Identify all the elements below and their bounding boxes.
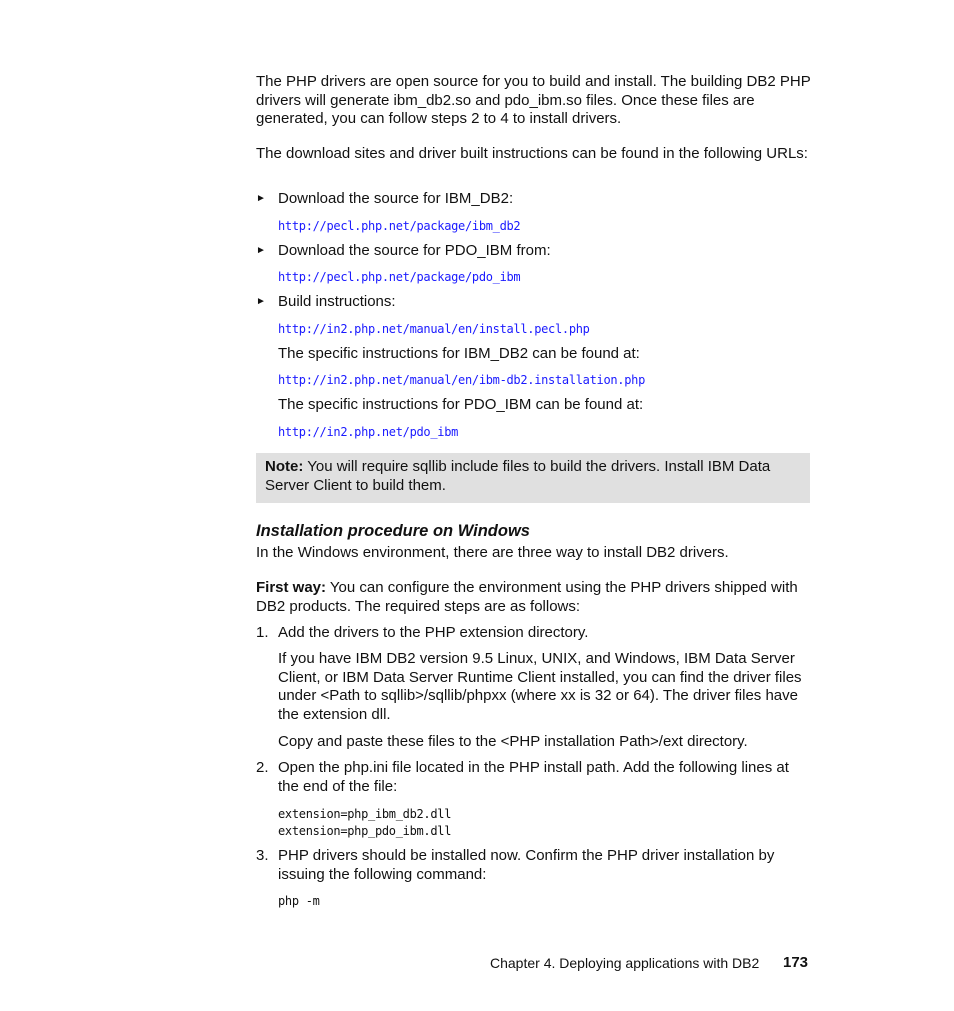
ibm-db2-instructions-text: The specific instructions for IBM_DB2 can be found at:: [278, 345, 640, 362]
bullet-text: Build instructions:: [278, 293, 396, 310]
link-build-instructions[interactable]: http://in2.php.net/manual/en/install.pecl.php: [278, 322, 590, 336]
step-number: 1.: [256, 624, 269, 641]
first-way-paragraph: [256, 579, 812, 616]
bullet-text: Download the source for PDO_IBM from:: [278, 242, 551, 259]
bullet-arrow-icon: ►: [256, 193, 266, 204]
step-1-copy-instruction: Copy and paste these files to the <PHP installation Path>/ext directory.: [278, 733, 748, 750]
link-pdo-ibm-source[interactable]: http://pecl.php.net/package/pdo_ibm: [278, 270, 521, 284]
note-label: Note:: [265, 458, 304, 475]
note-body: You will require sqllib include files to build the drivers. Install IBM Data Server Client to build them.: [265, 458, 771, 494]
first-way-label: First way:: [256, 579, 327, 596]
php-command-code-block: php -m: [278, 894, 320, 908]
link-ibm-db2-installation[interactable]: http://in2.php.net/manual/en/ibm-db2.installation.php: [278, 373, 646, 387]
section-heading: Installation procedure on Windows: [256, 522, 530, 540]
php-ini-code-block: extension=php_ibm_db2.dll extension=php_pdo_ibm.dll: [278, 807, 452, 838]
step-text: Add the drivers to the PHP extension directory.: [278, 624, 589, 641]
bullet-arrow-icon: ►: [256, 296, 266, 307]
section-intro: In the Windows environment, there are three way to install DB2 drivers.: [256, 544, 729, 561]
pdo-ibm-instructions-text: The specific instructions for PDO_IBM can be found at:: [278, 396, 644, 413]
bullet-text: Download the source for IBM_DB2:: [278, 190, 514, 207]
step-number: 3.: [256, 847, 269, 864]
intro-paragraph-1: The PHP drivers are open source for you to build and install. The building DB2 PHP drivers will generate ibm_db2.so and pdo_ibm.so files. Once these files are generated, you can follow steps 2 to 4 to install drivers.: [256, 73, 811, 127]
link-pdo-ibm-installation[interactable]: http://in2.php.net/pdo_ibm: [278, 425, 459, 439]
step-text: PHP drivers should be installed now. Confirm the PHP driver installation by issuing the following command:: [278, 847, 775, 883]
first-way-text: You can configure the environment using the PHP drivers shipped with DB2 products. The required steps are as follows:: [256, 579, 798, 615]
footer-chapter-title: Chapter 4. Deploying applications with DB2: [490, 955, 760, 971]
step-text: Open the php.ini file located in the PHP install path. Add the following lines at the end of the file:: [278, 759, 789, 795]
link-ibm-db2-source[interactable]: http://pecl.php.net/package/ibm_db2: [278, 219, 521, 233]
page-number: 173: [783, 954, 809, 971]
step-number: 2.: [256, 759, 269, 776]
intro-paragraph-2: The download sites and driver built instructions can be found in the following URLs:: [256, 145, 808, 162]
note-text: [265, 458, 805, 495]
note-box: [256, 453, 810, 503]
bullet-arrow-icon: ►: [256, 245, 266, 256]
step-1-detail: If you have IBM DB2 version 9.5 Linux, UNIX, and Windows, IBM Data Server Client, or IBM Data Server Runtime Client installed, you can find the driver files under <Path to sqllib>/sqllib/phpxx (where xx is 32 or 64). The driver files have the extension dll.: [278, 650, 802, 723]
